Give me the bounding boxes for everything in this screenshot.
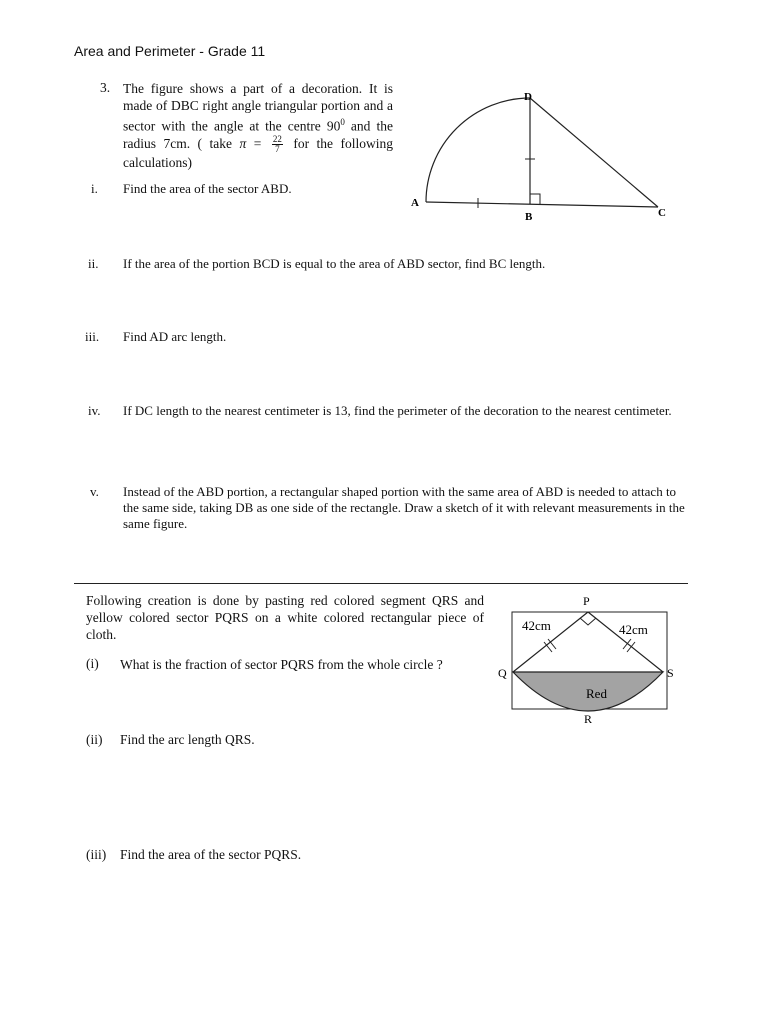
intro-text-1: The figure shows a part of a decoration. It is made of DBC right angle triangular portion and a sector with the angle at the centre 90 — [123, 81, 393, 134]
question-2-intro: Following creation is done by pasting red colored segment QRS and yellow colored sector PQRS on a white colored rectangular piece of cloth. — [86, 593, 484, 642]
label-q: Q — [498, 666, 507, 680]
equals-sign: = — [246, 135, 269, 151]
sector-segment-figure — [492, 590, 687, 730]
part-text: If DC length to the nearest centimeter is 13, find the perimeter of the decoration to the nearest centimeter. — [123, 403, 672, 418]
part-text: Instead of the ABD portion, a rectangular shaped portion with the same area of ABD is needed to attach to the same side, taking DB as one side of the rectangle. Draw a sketch of it with relevant measurements in the same figure. — [123, 484, 685, 531]
part-label: iii. — [85, 329, 100, 344]
question-3-intro — [123, 80, 393, 171]
part-text: Find the area of the sector PQRS. — [120, 847, 302, 862]
fraction — [272, 135, 283, 154]
pi-symbol: π — [239, 135, 247, 151]
line-ac — [426, 202, 658, 207]
length-label-left: 42cm — [522, 618, 551, 633]
part-label: v. — [90, 484, 99, 499]
section-divider — [74, 583, 688, 584]
question-number: 3. — [100, 80, 111, 95]
label-b: B — [525, 211, 533, 223]
part-text: If the area of the portion BCD is equal to the area of ABD sector, find BC length. — [123, 256, 546, 271]
length-label-right: 42cm — [619, 622, 648, 637]
arc-ad — [426, 98, 530, 202]
intro-text-2: and the radius 7cm. ( take — [123, 118, 393, 151]
part-label: i. — [91, 181, 98, 196]
part-label: ii. — [88, 256, 99, 271]
label-p: P — [583, 594, 590, 608]
part-text: What is the fraction of sector PQRS from the whole circle ? — [120, 657, 443, 672]
fraction-numerator: 22 — [272, 133, 282, 144]
part-label: (i) — [86, 656, 99, 671]
part-text: Find the arc length QRS. — [120, 732, 255, 747]
part-label: iv. — [88, 403, 101, 418]
part-label: (iii) — [86, 847, 107, 862]
intro-text-3: for the following calculations) — [123, 135, 394, 170]
right-angle-mark — [530, 194, 540, 204]
label-r: R — [584, 712, 593, 726]
segment-label: Red — [586, 686, 607, 701]
page-title: Area and Perimeter - Grade 11 — [74, 43, 266, 59]
label-s: S — [667, 666, 674, 680]
sector-triangle-figure — [400, 80, 690, 230]
label-c: C — [658, 207, 666, 219]
label-d: D — [524, 91, 532, 103]
label-a: A — [411, 197, 419, 209]
degree-superscript: 0 — [340, 117, 345, 127]
fraction-denominator: 7 — [275, 143, 280, 154]
part-label: (ii) — [86, 732, 103, 747]
part-text: Find the area of the sector ABD. — [123, 181, 292, 196]
part-text: Find AD arc length. — [123, 329, 227, 344]
line-dc — [530, 98, 658, 207]
